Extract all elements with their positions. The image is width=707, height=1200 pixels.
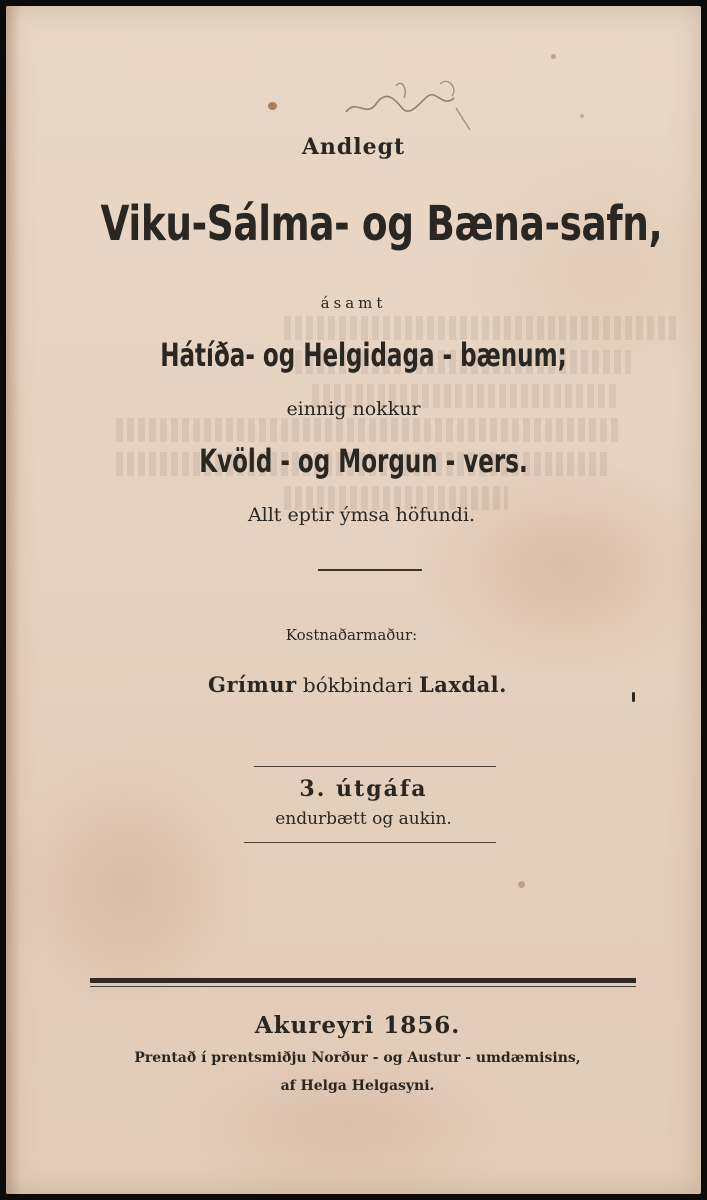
edition-number: 3. útgáfa bbox=[299, 776, 428, 802]
edition-rule-bottom bbox=[244, 842, 496, 843]
stain-spot bbox=[580, 114, 584, 118]
place-and-year: Akureyri 1856. bbox=[254, 1012, 461, 1039]
publisher-profession: bókbindari bbox=[302, 673, 413, 697]
imprint-thick-rule bbox=[90, 978, 636, 983]
printer-line: Prentað í prentsmiðju Norður - og Austur - umdæmisins, bbox=[134, 1050, 581, 1066]
printer-name: af Helga Helgasyni. bbox=[280, 1078, 435, 1094]
publisher-first-name: Grímur bbox=[208, 672, 297, 697]
handwritten-ink-mark bbox=[336, 68, 486, 138]
edition-note: endurbætt og aukin. bbox=[275, 809, 452, 829]
main-title: Viku-Sálma- og Bæna-safn, bbox=[100, 196, 663, 252]
book-title-page bbox=[6, 6, 701, 1194]
publisher-label: Kostnaðarmaður: bbox=[285, 626, 418, 644]
stain-spot bbox=[268, 102, 277, 110]
conjunction-asamt: ásamt bbox=[320, 294, 387, 312]
imprint-thin-rule bbox=[90, 986, 636, 987]
stain-spot bbox=[518, 881, 525, 888]
subtitle-evening-morning-verses: Kvöld - og Morgun - vers. bbox=[199, 442, 528, 480]
publisher-last-name: Laxdal. bbox=[419, 672, 507, 697]
subtitle-authors: Allt eptir ýmsa höfundi. bbox=[247, 504, 476, 526]
subtitle-also: einnig nokkur bbox=[286, 398, 421, 420]
subtitle-holiday-prayers: Hátíða- og Helgidaga - bænum; bbox=[160, 336, 567, 374]
edition-rule-top bbox=[254, 766, 496, 767]
heading-andlegt: Andlegt bbox=[301, 134, 406, 160]
stain-spot bbox=[551, 54, 556, 59]
divider-short bbox=[318, 569, 422, 571]
publisher-name bbox=[10, 672, 705, 697]
